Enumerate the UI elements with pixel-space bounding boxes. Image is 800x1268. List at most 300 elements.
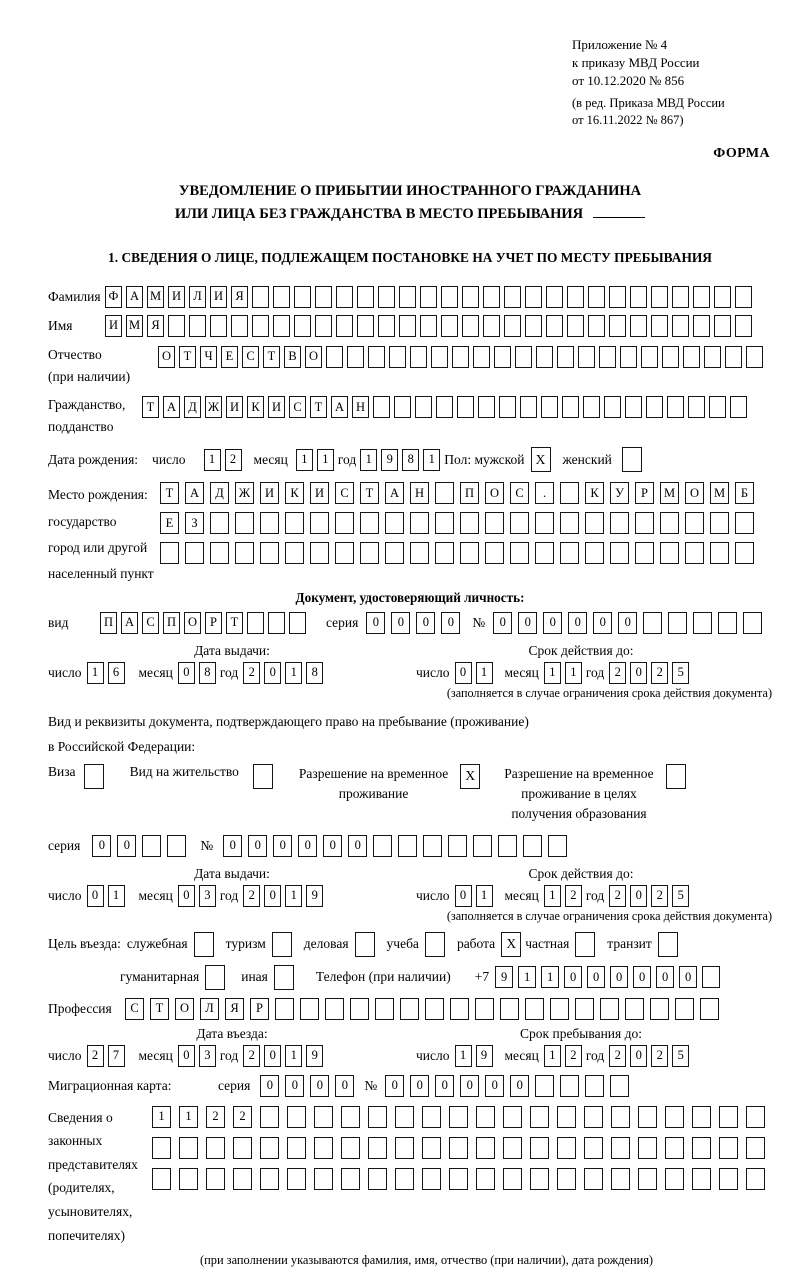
- char-cell[interactable]: [683, 346, 700, 368]
- char-cell[interactable]: [431, 346, 448, 368]
- char-cell[interactable]: [660, 542, 679, 564]
- char-cell[interactable]: [210, 542, 229, 564]
- char-cell[interactable]: 5: [672, 1045, 689, 1067]
- char-cell[interactable]: [710, 542, 729, 564]
- char-cell[interactable]: [672, 315, 689, 337]
- char-cell[interactable]: [609, 315, 626, 337]
- char-cell[interactable]: [611, 1106, 630, 1128]
- char-cell[interactable]: Р: [250, 998, 269, 1020]
- char-cell[interactable]: [550, 998, 569, 1020]
- char-cell[interactable]: [273, 286, 290, 308]
- char-cell[interactable]: [373, 396, 390, 418]
- char-cell[interactable]: [714, 286, 731, 308]
- char-cell[interactable]: [585, 542, 604, 564]
- char-cell[interactable]: [436, 396, 453, 418]
- char-cell[interactable]: [630, 286, 647, 308]
- char-cell[interactable]: [260, 1137, 279, 1159]
- char-cell[interactable]: [610, 542, 629, 564]
- char-cell[interactable]: 2: [243, 1045, 260, 1067]
- char-cell[interactable]: [557, 1168, 576, 1190]
- char-cell[interactable]: [420, 286, 437, 308]
- char-cell[interactable]: 0: [264, 1045, 281, 1067]
- char-cell[interactable]: 0: [610, 966, 628, 988]
- char-cell[interactable]: [638, 1106, 657, 1128]
- char-cell[interactable]: Я: [225, 998, 244, 1020]
- char-cell[interactable]: [300, 998, 319, 1020]
- char-cell[interactable]: [685, 542, 704, 564]
- char-cell[interactable]: [665, 1137, 684, 1159]
- char-cell[interactable]: А: [385, 482, 404, 504]
- char-cell[interactable]: [700, 998, 719, 1020]
- char-cell[interactable]: [610, 512, 629, 534]
- char-cell[interactable]: 2: [565, 1045, 582, 1067]
- char-cell[interactable]: [168, 315, 185, 337]
- char-cell[interactable]: [503, 1168, 522, 1190]
- char-cell[interactable]: 2: [609, 662, 626, 684]
- char-cell[interactable]: Ф: [105, 286, 122, 308]
- char-cell[interactable]: [410, 542, 429, 564]
- purpose-official-checkbox[interactable]: [194, 932, 214, 957]
- char-cell[interactable]: 9: [381, 449, 398, 471]
- char-cell[interactable]: [746, 1137, 765, 1159]
- char-cell[interactable]: П: [163, 612, 180, 634]
- char-cell[interactable]: 1: [423, 449, 440, 471]
- char-cell[interactable]: [399, 286, 416, 308]
- sex-male-checkbox[interactable]: X: [531, 447, 551, 472]
- char-cell[interactable]: [483, 286, 500, 308]
- char-cell[interactable]: 2: [609, 885, 626, 907]
- char-cell[interactable]: [235, 512, 254, 534]
- char-cell[interactable]: [160, 542, 179, 564]
- char-cell[interactable]: [378, 286, 395, 308]
- char-cell[interactable]: 3: [199, 1045, 216, 1067]
- char-cell[interactable]: М: [147, 286, 164, 308]
- char-cell[interactable]: [210, 315, 227, 337]
- char-cell[interactable]: [635, 542, 654, 564]
- char-cell[interactable]: 2: [225, 449, 242, 471]
- purpose-study-checkbox[interactable]: [425, 932, 445, 957]
- char-cell[interactable]: [315, 286, 332, 308]
- char-cell[interactable]: [462, 286, 479, 308]
- char-cell[interactable]: Н: [410, 482, 429, 504]
- char-cell[interactable]: М: [710, 482, 729, 504]
- char-cell[interactable]: [485, 542, 504, 564]
- char-cell[interactable]: 2: [87, 1045, 104, 1067]
- char-cell[interactable]: 1: [455, 1045, 472, 1067]
- char-cell[interactable]: [560, 512, 579, 534]
- char-cell[interactable]: [525, 286, 542, 308]
- char-cell[interactable]: [585, 512, 604, 534]
- char-cell[interactable]: Т: [160, 482, 179, 504]
- char-cell[interactable]: [457, 396, 474, 418]
- char-cell[interactable]: 6: [108, 662, 125, 684]
- char-cell[interactable]: 0: [455, 662, 472, 684]
- char-cell[interactable]: .: [535, 482, 554, 504]
- char-cell[interactable]: [360, 542, 379, 564]
- char-cell[interactable]: 5: [672, 662, 689, 684]
- char-cell[interactable]: 2: [565, 885, 582, 907]
- purpose-humanitarian-checkbox[interactable]: [205, 965, 225, 990]
- char-cell[interactable]: 2: [233, 1106, 252, 1128]
- char-cell[interactable]: [718, 612, 737, 634]
- char-cell[interactable]: [294, 315, 311, 337]
- char-cell[interactable]: [611, 1137, 630, 1159]
- char-cell[interactable]: [692, 1106, 711, 1128]
- char-cell[interactable]: [665, 1168, 684, 1190]
- char-cell[interactable]: Т: [226, 612, 243, 634]
- char-cell[interactable]: [494, 346, 511, 368]
- char-cell[interactable]: [560, 542, 579, 564]
- char-cell[interactable]: [476, 1106, 495, 1128]
- char-cell[interactable]: [341, 1106, 360, 1128]
- char-cell[interactable]: 1: [87, 662, 104, 684]
- char-cell[interactable]: [179, 1137, 198, 1159]
- char-cell[interactable]: [667, 396, 684, 418]
- char-cell[interactable]: Я: [147, 315, 164, 337]
- char-cell[interactable]: С: [242, 346, 259, 368]
- char-cell[interactable]: [735, 315, 752, 337]
- char-cell[interactable]: [233, 1168, 252, 1190]
- char-cell[interactable]: И: [310, 482, 329, 504]
- char-cell[interactable]: [651, 286, 668, 308]
- char-cell[interactable]: [504, 286, 521, 308]
- char-cell[interactable]: [473, 346, 490, 368]
- char-cell[interactable]: [719, 1137, 738, 1159]
- char-cell[interactable]: [476, 1168, 495, 1190]
- char-cell[interactable]: 1: [518, 966, 536, 988]
- char-cell[interactable]: 0: [510, 1075, 529, 1097]
- char-cell[interactable]: [395, 1106, 414, 1128]
- char-cell[interactable]: [672, 286, 689, 308]
- char-cell[interactable]: Д: [210, 482, 229, 504]
- char-cell[interactable]: Ж: [235, 482, 254, 504]
- char-cell[interactable]: 1: [565, 662, 582, 684]
- char-cell[interactable]: [189, 315, 206, 337]
- char-cell[interactable]: 1: [476, 885, 493, 907]
- char-cell[interactable]: [541, 396, 558, 418]
- char-cell[interactable]: [503, 1106, 522, 1128]
- char-cell[interactable]: Б: [735, 482, 754, 504]
- char-cell[interactable]: [260, 542, 279, 564]
- char-cell[interactable]: [610, 1075, 629, 1097]
- char-cell[interactable]: [693, 612, 712, 634]
- char-cell[interactable]: 1: [544, 662, 561, 684]
- char-cell[interactable]: 0: [518, 612, 537, 634]
- char-cell[interactable]: [625, 396, 642, 418]
- char-cell[interactable]: [368, 1137, 387, 1159]
- purpose-business-checkbox[interactable]: [355, 932, 375, 957]
- char-cell[interactable]: 0: [223, 835, 242, 857]
- char-cell[interactable]: 9: [476, 1045, 493, 1067]
- char-cell[interactable]: А: [121, 612, 138, 634]
- char-cell[interactable]: [630, 315, 647, 337]
- char-cell[interactable]: [584, 1106, 603, 1128]
- char-cell[interactable]: [478, 396, 495, 418]
- char-cell[interactable]: 9: [495, 966, 513, 988]
- char-cell[interactable]: [668, 612, 687, 634]
- char-cell[interactable]: [515, 346, 532, 368]
- char-cell[interactable]: [520, 396, 537, 418]
- char-cell[interactable]: [557, 1137, 576, 1159]
- char-cell[interactable]: [525, 998, 544, 1020]
- char-cell[interactable]: 0: [264, 885, 281, 907]
- sex-female-checkbox[interactable]: [622, 447, 642, 472]
- visa-checkbox[interactable]: [84, 764, 104, 789]
- char-cell[interactable]: [394, 396, 411, 418]
- char-cell[interactable]: [660, 512, 679, 534]
- char-cell[interactable]: [435, 542, 454, 564]
- char-cell[interactable]: 7: [108, 1045, 125, 1067]
- char-cell[interactable]: [335, 512, 354, 534]
- char-cell[interactable]: [435, 512, 454, 534]
- char-cell[interactable]: [314, 1137, 333, 1159]
- char-cell[interactable]: О: [305, 346, 322, 368]
- char-cell[interactable]: Р: [205, 612, 222, 634]
- char-cell[interactable]: О: [184, 612, 201, 634]
- char-cell[interactable]: 0: [335, 1075, 354, 1097]
- char-cell[interactable]: [620, 346, 637, 368]
- char-cell[interactable]: Т: [310, 396, 327, 418]
- char-cell[interactable]: [725, 346, 742, 368]
- char-cell[interactable]: [651, 315, 668, 337]
- char-cell[interactable]: [395, 1137, 414, 1159]
- char-cell[interactable]: 0: [92, 835, 111, 857]
- char-cell[interactable]: [460, 512, 479, 534]
- temp-residence-edu-checkbox[interactable]: [666, 764, 686, 789]
- char-cell[interactable]: 0: [410, 1075, 429, 1097]
- char-cell[interactable]: [530, 1168, 549, 1190]
- char-cell[interactable]: [260, 1168, 279, 1190]
- char-cell[interactable]: И: [210, 286, 227, 308]
- char-cell[interactable]: [662, 346, 679, 368]
- char-cell[interactable]: [268, 612, 285, 634]
- char-cell[interactable]: [399, 315, 416, 337]
- char-cell[interactable]: [260, 1106, 279, 1128]
- char-cell[interactable]: 0: [630, 885, 647, 907]
- char-cell[interactable]: [375, 998, 394, 1020]
- char-cell[interactable]: [425, 998, 444, 1020]
- char-cell[interactable]: [557, 1106, 576, 1128]
- char-cell[interactable]: О: [158, 346, 175, 368]
- char-cell[interactable]: [625, 998, 644, 1020]
- char-cell[interactable]: Т: [150, 998, 169, 1020]
- char-cell[interactable]: [530, 1106, 549, 1128]
- char-cell[interactable]: [325, 998, 344, 1020]
- char-cell[interactable]: [285, 512, 304, 534]
- char-cell[interactable]: [604, 396, 621, 418]
- char-cell[interactable]: [347, 346, 364, 368]
- char-cell[interactable]: Н: [352, 396, 369, 418]
- char-cell[interactable]: 0: [416, 612, 435, 634]
- char-cell[interactable]: С: [510, 482, 529, 504]
- char-cell[interactable]: [525, 315, 542, 337]
- char-cell[interactable]: [646, 396, 663, 418]
- char-cell[interactable]: 0: [435, 1075, 454, 1097]
- purpose-transit-checkbox[interactable]: [658, 932, 678, 957]
- char-cell[interactable]: Ж: [205, 396, 222, 418]
- char-cell[interactable]: [360, 512, 379, 534]
- char-cell[interactable]: А: [331, 396, 348, 418]
- char-cell[interactable]: [583, 396, 600, 418]
- char-cell[interactable]: [685, 512, 704, 534]
- char-cell[interactable]: [441, 315, 458, 337]
- char-cell[interactable]: 1: [317, 449, 334, 471]
- char-cell[interactable]: 1: [152, 1106, 171, 1128]
- char-cell[interactable]: [452, 346, 469, 368]
- char-cell[interactable]: К: [285, 482, 304, 504]
- char-cell[interactable]: 1: [360, 449, 377, 471]
- char-cell[interactable]: [730, 396, 747, 418]
- char-cell[interactable]: [336, 286, 353, 308]
- char-cell[interactable]: В: [284, 346, 301, 368]
- char-cell[interactable]: [410, 512, 429, 534]
- char-cell[interactable]: 1: [204, 449, 221, 471]
- char-cell[interactable]: [341, 1137, 360, 1159]
- char-cell[interactable]: 0: [348, 835, 367, 857]
- char-cell[interactable]: [500, 998, 519, 1020]
- char-cell[interactable]: [206, 1137, 225, 1159]
- char-cell[interactable]: 0: [493, 612, 512, 634]
- char-cell[interactable]: О: [685, 482, 704, 504]
- char-cell[interactable]: 1: [476, 662, 493, 684]
- char-cell[interactable]: 0: [178, 662, 195, 684]
- char-cell[interactable]: [535, 1075, 554, 1097]
- char-cell[interactable]: У: [610, 482, 629, 504]
- char-cell[interactable]: 1: [544, 885, 561, 907]
- char-cell[interactable]: [310, 542, 329, 564]
- char-cell[interactable]: 0: [385, 1075, 404, 1097]
- char-cell[interactable]: 8: [402, 449, 419, 471]
- char-cell[interactable]: [483, 315, 500, 337]
- char-cell[interactable]: [609, 286, 626, 308]
- char-cell[interactable]: [420, 315, 437, 337]
- char-cell[interactable]: [476, 1137, 495, 1159]
- char-cell[interactable]: [584, 1168, 603, 1190]
- char-cell[interactable]: [395, 1168, 414, 1190]
- residence-permit-checkbox[interactable]: [253, 764, 273, 789]
- char-cell[interactable]: [567, 286, 584, 308]
- char-cell[interactable]: [357, 315, 374, 337]
- char-cell[interactable]: [575, 998, 594, 1020]
- char-cell[interactable]: 0: [264, 662, 281, 684]
- char-cell[interactable]: Д: [184, 396, 201, 418]
- char-cell[interactable]: [719, 1168, 738, 1190]
- char-cell[interactable]: [693, 315, 710, 337]
- char-cell[interactable]: [535, 512, 554, 534]
- char-cell[interactable]: [746, 1106, 765, 1128]
- char-cell[interactable]: [462, 315, 479, 337]
- char-cell[interactable]: 0: [178, 1045, 195, 1067]
- char-cell[interactable]: Т: [360, 482, 379, 504]
- char-cell[interactable]: 0: [656, 966, 674, 988]
- char-cell[interactable]: [398, 835, 417, 857]
- char-cell[interactable]: [692, 1168, 711, 1190]
- char-cell[interactable]: 2: [609, 1045, 626, 1067]
- char-cell[interactable]: 0: [298, 835, 317, 857]
- char-cell[interactable]: Т: [263, 346, 280, 368]
- char-cell[interactable]: К: [585, 482, 604, 504]
- char-cell[interactable]: [410, 346, 427, 368]
- char-cell[interactable]: [350, 998, 369, 1020]
- char-cell[interactable]: [314, 1168, 333, 1190]
- char-cell[interactable]: 0: [178, 885, 195, 907]
- char-cell[interactable]: П: [100, 612, 117, 634]
- char-cell[interactable]: [335, 542, 354, 564]
- char-cell[interactable]: 0: [87, 885, 104, 907]
- char-cell[interactable]: И: [226, 396, 243, 418]
- char-cell[interactable]: [702, 966, 720, 988]
- char-cell[interactable]: [260, 512, 279, 534]
- char-cell[interactable]: [675, 998, 694, 1020]
- char-cell[interactable]: [287, 1106, 306, 1128]
- char-cell[interactable]: [735, 512, 754, 534]
- char-cell[interactable]: [233, 1137, 252, 1159]
- char-cell[interactable]: [704, 346, 721, 368]
- char-cell[interactable]: И: [105, 315, 122, 337]
- char-cell[interactable]: 0: [485, 1075, 504, 1097]
- char-cell[interactable]: Е: [221, 346, 238, 368]
- char-cell[interactable]: Ч: [200, 346, 217, 368]
- char-cell[interactable]: [448, 835, 467, 857]
- char-cell[interactable]: [435, 482, 454, 504]
- char-cell[interactable]: [252, 286, 269, 308]
- char-cell[interactable]: [368, 1106, 387, 1128]
- char-cell[interactable]: 9: [306, 1045, 323, 1067]
- char-cell[interactable]: [536, 346, 553, 368]
- char-cell[interactable]: 1: [285, 662, 302, 684]
- char-cell[interactable]: [449, 1106, 468, 1128]
- char-cell[interactable]: И: [268, 396, 285, 418]
- char-cell[interactable]: [231, 315, 248, 337]
- char-cell[interactable]: [546, 286, 563, 308]
- char-cell[interactable]: 0: [323, 835, 342, 857]
- char-cell[interactable]: [449, 1168, 468, 1190]
- char-cell[interactable]: [373, 835, 392, 857]
- char-cell[interactable]: 0: [460, 1075, 479, 1097]
- char-cell[interactable]: С: [289, 396, 306, 418]
- char-cell[interactable]: [289, 612, 306, 634]
- char-cell[interactable]: [641, 346, 658, 368]
- char-cell[interactable]: [294, 286, 311, 308]
- char-cell[interactable]: [422, 1137, 441, 1159]
- char-cell[interactable]: [643, 612, 662, 634]
- char-cell[interactable]: [378, 315, 395, 337]
- char-cell[interactable]: 0: [273, 835, 292, 857]
- char-cell[interactable]: А: [163, 396, 180, 418]
- char-cell[interactable]: 0: [587, 966, 605, 988]
- char-cell[interactable]: [179, 1168, 198, 1190]
- char-cell[interactable]: [638, 1168, 657, 1190]
- char-cell[interactable]: 2: [243, 885, 260, 907]
- char-cell[interactable]: К: [247, 396, 264, 418]
- char-cell[interactable]: 0: [630, 1045, 647, 1067]
- char-cell[interactable]: 1: [541, 966, 559, 988]
- char-cell[interactable]: [252, 315, 269, 337]
- char-cell[interactable]: [287, 1137, 306, 1159]
- char-cell[interactable]: [341, 1168, 360, 1190]
- char-cell[interactable]: [460, 542, 479, 564]
- char-cell[interactable]: [560, 482, 579, 504]
- char-cell[interactable]: [167, 835, 186, 857]
- char-cell[interactable]: [389, 346, 406, 368]
- char-cell[interactable]: [310, 512, 329, 534]
- char-cell[interactable]: [735, 286, 752, 308]
- char-cell[interactable]: 1: [285, 1045, 302, 1067]
- char-cell[interactable]: [510, 512, 529, 534]
- char-cell[interactable]: П: [460, 482, 479, 504]
- char-cell[interactable]: [235, 542, 254, 564]
- char-cell[interactable]: [357, 286, 374, 308]
